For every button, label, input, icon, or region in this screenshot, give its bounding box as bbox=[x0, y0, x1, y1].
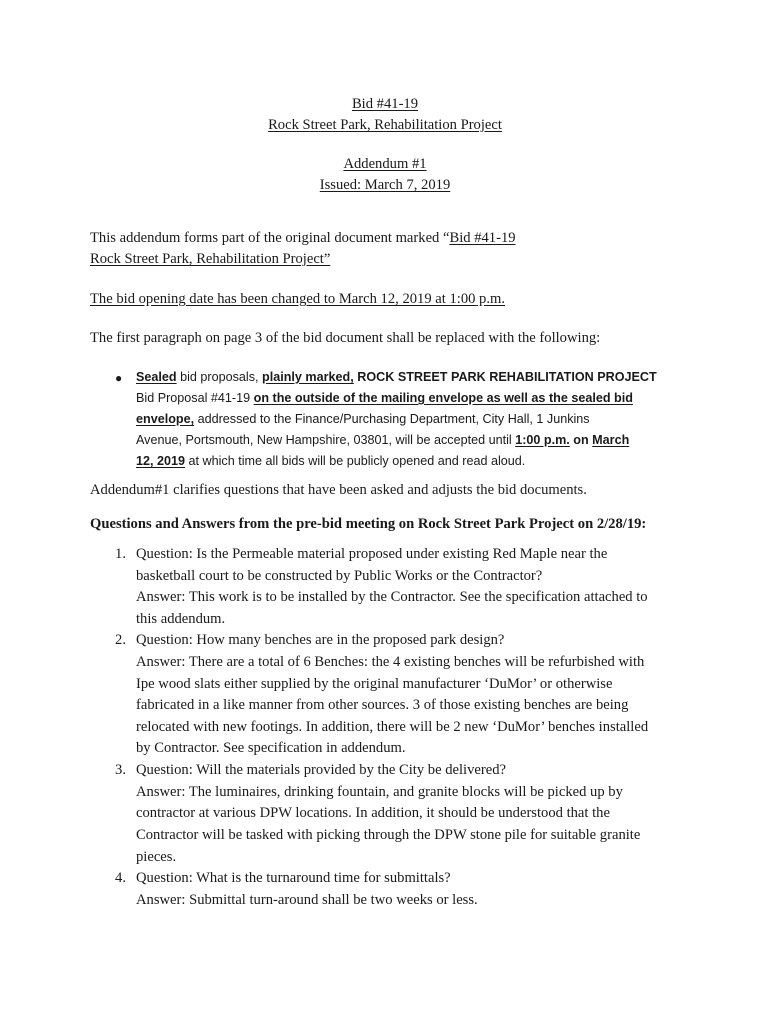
answer-line: Answer: This work is to be installed by the Contractor. See the specification attached to bbox=[136, 589, 648, 605]
answer-line: fabricated in a like manner from other sources. 3 of those existing benches are being bbox=[136, 697, 629, 713]
issued-date: Issued: March 7, 2019 bbox=[319, 177, 451, 193]
answer-line: Contractor will be tasked with picking through the DPW stone pile for suitable granite bbox=[136, 827, 641, 843]
addendum-number: Addendum #1 bbox=[343, 156, 427, 172]
intro-paragraph-line2: Rock Street Park, Rehabilitation Project” bbox=[90, 251, 331, 267]
question-line: Question: What is the turnaround time for submittals? bbox=[136, 870, 451, 886]
qa-heading: Questions and Answers from the pre-bid meeting on Rock Street Park Project on 2/28/19: bbox=[90, 516, 647, 532]
clarification-note: Addendum#1 clarifies questions that have been asked and adjusts the bid documents. bbox=[90, 482, 587, 498]
bid-number: Bid #41-19 bbox=[351, 96, 419, 112]
answer-line: by Contractor. See specification in addendum. bbox=[136, 740, 406, 756]
question-line: Question: Will the materials provided by the City be delivered? bbox=[136, 762, 506, 778]
replacement-line-1: Sealed bid proposals, plainly marked, ROCK STREET PARK REHABILITATION PROJECT bbox=[136, 370, 657, 384]
answer-line: contractor at various DPW locations. In addition, it should be understood that the bbox=[136, 805, 610, 821]
question-line: Question: Is the Permeable material proposed under existing Red Maple near the bbox=[136, 546, 608, 562]
question-line: basketball court to be constructed by Public Works or the Contractor? bbox=[136, 568, 543, 584]
answer-line: pieces. bbox=[136, 849, 177, 865]
list-number: 3. bbox=[115, 762, 126, 778]
question-line: Question: How many benches are in the proposed park design? bbox=[136, 632, 505, 648]
replacement-line-4: Avenue, Portsmouth, New Hampshire, 03801, will be accepted until 1:00 p.m. on March bbox=[136, 433, 630, 447]
replacement-line-2: Bid Proposal #41-19 on the outside of the mailing envelope as well as the sealed bid bbox=[136, 391, 633, 405]
answer-line: Answer: Submittal turn-around shall be two weeks or less. bbox=[136, 892, 478, 908]
project-title: Rock Street Park, Rehabilitation Project bbox=[268, 117, 502, 133]
bid-opening-change: The bid opening date has been changed to March 12, 2019 at 1:00 p.m. bbox=[90, 291, 506, 307]
answer-line: this addendum. bbox=[136, 611, 226, 627]
list-number: 4. bbox=[115, 870, 126, 886]
bullet-icon: ● bbox=[115, 371, 123, 385]
answer-line: Answer: The luminaires, drinking fountain, and granite blocks will be picked up by bbox=[136, 784, 623, 800]
list-number: 1. bbox=[115, 546, 126, 562]
answer-line: Ipe wood slats either supplied by the original manufacturer ‘DuMor’ or otherwise bbox=[136, 676, 613, 692]
replacement-line-5: 12, 2019 at which time all bids will be publicly opened and read aloud. bbox=[136, 454, 526, 468]
list-number: 2. bbox=[115, 632, 126, 648]
answer-line: relocated with new footings. In addition, there will be 2 new ‘DuMor’ benches installed bbox=[136, 719, 649, 735]
intro-paragraph: This addendum forms part of the original document marked “Bid #41-19 bbox=[90, 230, 516, 246]
replacement-line-3: envelope, addressed to the Finance/Purchasing Department, City Hall, 1 Junkins bbox=[136, 412, 590, 426]
answer-line: Answer: There are a total of 6 Benches: the 4 existing benches will be refurbished with bbox=[136, 654, 645, 670]
replacement-intro: The first paragraph on page 3 of the bid document shall be replaced with the following: bbox=[90, 330, 601, 346]
